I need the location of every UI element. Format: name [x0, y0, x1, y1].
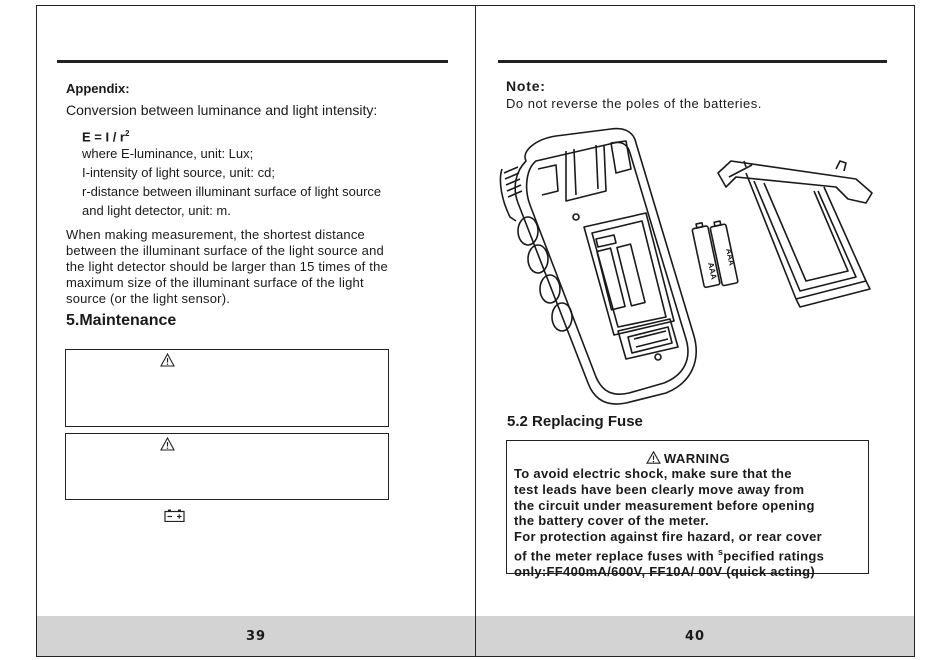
battery-label: AAA [724, 247, 737, 267]
battery-icon [164, 509, 185, 522]
formula-text: E = I / r [82, 129, 125, 145]
page-number: 39 [245, 628, 267, 644]
warning-heading [514, 451, 862, 466]
warning-triangle-icon [160, 353, 175, 367]
page-footer [476, 616, 914, 656]
note-heading: Note: [506, 78, 546, 94]
battery-label: AAA [706, 261, 719, 281]
warning-line: test leads have been clearly move away from [514, 481, 805, 497]
definition-line: and light detector, unit: m. [82, 203, 231, 218]
superscript-s: s [717, 546, 724, 557]
measurement-line: between the illuminant surface of the light source and [66, 243, 384, 258]
warning-heading-text: WARNING [663, 451, 731, 466]
warning-line: the battery cover of the meter. [514, 513, 709, 529]
definition-line: I-intensity of light source, unit: cd; [82, 165, 275, 180]
warning-line: To avoid electric shock, make sure that the [514, 466, 792, 481]
appendix-heading: Appendix: [66, 81, 130, 96]
page-footer [37, 616, 475, 656]
page-number: 40 [684, 628, 706, 644]
definition-line: r-distance between illuminant surface of light source [82, 184, 382, 199]
section-title-replacing-fuse: 5.2 Replacing Fuse [507, 413, 643, 430]
header-rule [498, 60, 887, 63]
meter-battery-illustration [496, 121, 896, 406]
formula-exponent: 2 [125, 129, 130, 138]
warning-line: For protection against fire hazard, or rear cover [514, 529, 822, 545]
measurement-line: When making measurement, the shortest distance [66, 227, 365, 242]
blank-caution-box [65, 433, 389, 500]
fuse-warning-box [506, 440, 869, 580]
page-40 [475, 5, 915, 657]
note-text: Do not reverse the poles of the batteries. [506, 96, 762, 111]
warning-line-ratings-start: of the meter replace fuses with [514, 548, 718, 564]
header-rule [57, 60, 448, 63]
definition-line: where E-luminance, unit: Lux; [82, 146, 254, 161]
page-39 [36, 5, 476, 657]
section-title-maintenance: 5.Maintenance [66, 312, 177, 329]
measurement-line: source (or the light sensor). [66, 291, 231, 306]
warning-line: only:FF400mA/600V, FF10A/ 00V (quick acting) [514, 564, 815, 580]
warning-line: the circuit under measurement before opening [514, 497, 815, 513]
conversion-intro: Conversion between luminance and light intensity: [66, 102, 378, 118]
warning-triangle-icon [646, 451, 661, 464]
blank-warning-box [65, 349, 389, 427]
measurement-line: maximum size of the illuminant surface of the light [66, 275, 364, 290]
formula [82, 124, 129, 146]
warning-triangle-icon [160, 437, 175, 451]
measurement-line: the light detector should be larger than 15 times of the [66, 259, 388, 274]
warning-line-ratings-end: pecified ratings [723, 548, 825, 564]
warning-line-ratings [514, 545, 862, 564]
